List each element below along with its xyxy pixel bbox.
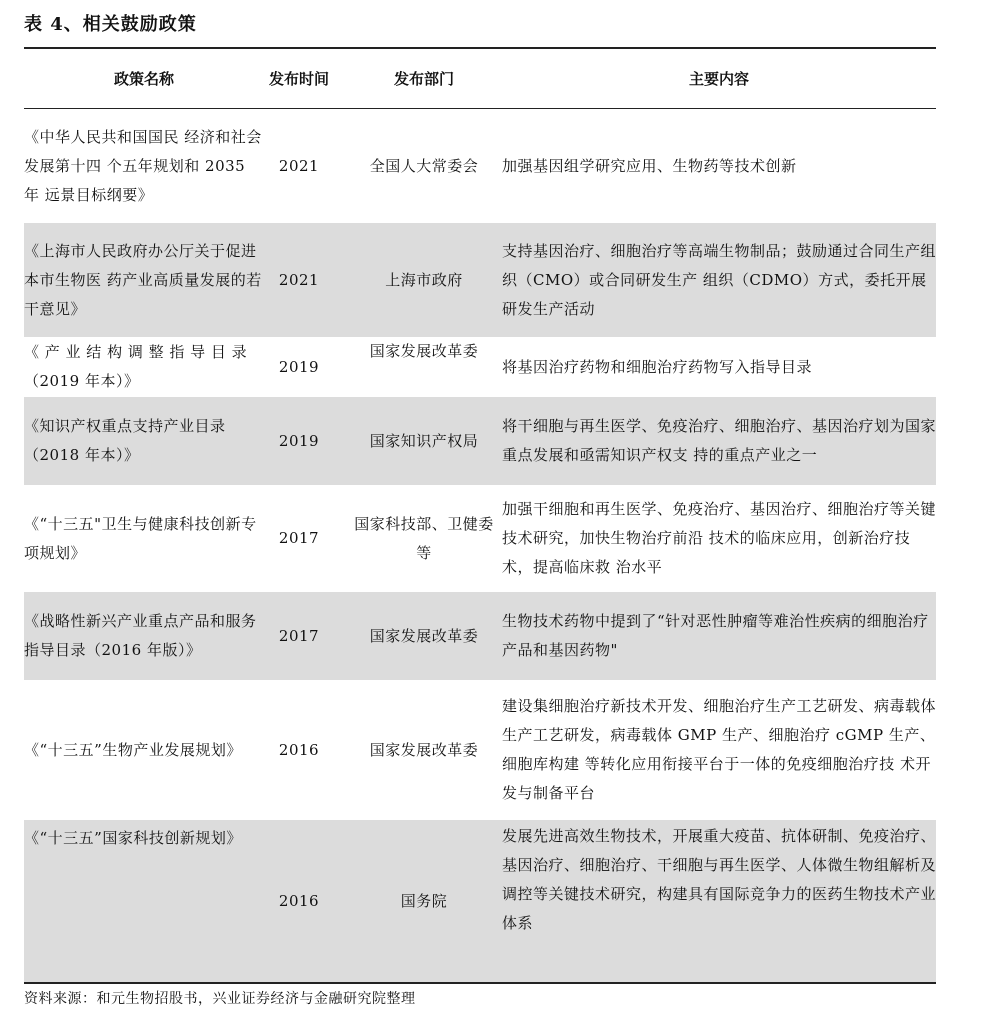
- content-cell: 发展先进高效生物技术，开展重大疫苗、抗体研制、免疫治疗、基因治疗、细胞治疗、干细胞与再生医学、人体微生物组解析及调控等关键技术研究，构建具有国际竞争力的医药生物技术产业体系: [502, 827, 937, 932]
- table-row: [24, 592, 936, 680]
- table-row: [24, 337, 936, 397]
- publish-year-cell: 2017: [278, 529, 320, 547]
- table-row: [24, 820, 936, 982]
- bottom-rule: [24, 982, 936, 984]
- publish-dept-cell: 国家发展改革委: [369, 740, 479, 759]
- publish-year-cell: 2017: [278, 626, 320, 645]
- header-publish-dept: 发布部门: [393, 69, 454, 88]
- header-main-content: 主要内容: [688, 69, 749, 88]
- publish-dept-cell: 国务院: [400, 891, 448, 910]
- content-cell: 加强基因组学研究应用、生物药等技术创新: [502, 156, 797, 175]
- publish-dept-cell: 上海市政府: [385, 270, 463, 289]
- policy-name-cell: 《知识产权重点支持产业目录（2018 年本）》: [24, 417, 226, 464]
- table-header: [24, 49, 936, 107]
- content-cell: 将基因治疗药物和细胞治疗药物写入指导目录: [502, 357, 813, 376]
- table-title: 表 4、相关鼓励政策: [24, 14, 197, 35]
- table-row: [24, 397, 936, 485]
- policy-name-cell: 《“十三五"卫生与健康科技创新专项规划》: [24, 514, 257, 562]
- policy-name-cell: 《中华人民共和国国民 经济和社会发展第十四 个五年规划和 2035 年 远景目标纲要》: [24, 127, 262, 204]
- publish-year-cell: 2016: [278, 891, 320, 910]
- header-policy-name: 政策名称: [113, 69, 174, 88]
- content-cell: 建设集细胞治疗新技术开发、细胞治疗生产工艺研发、病毒载体生产工艺研发，病毒载体 GMP 生产、细胞治疗 cGMP 生产、细胞库构建 等转化应用衔接平台于一体的免疫细胞治疗技 术开发与制备平台: [502, 697, 937, 802]
- publish-dept-cell: 国家发展改革委: [369, 626, 479, 645]
- policy-name-cell: 《 产 业 结 构 调 整 指 导 目 录（2019 年本）》: [24, 343, 248, 390]
- table-row: [24, 109, 936, 223]
- table-row: [24, 485, 936, 592]
- publish-dept-cell: 全国人大常委会: [369, 156, 479, 175]
- table-row: [24, 223, 936, 337]
- content-cell: 将干细胞与再生医学、免疫治疗、细胞治疗、基因治疗划为国家重点发展和亟需知识产权支 持的重点产业之一: [502, 417, 937, 464]
- policy-name-cell: 《“十三五”生物产业发展规划》: [24, 740, 242, 759]
- source-note: 资料来源：和元生物招股书，兴业证券经济与金融研究院整理: [24, 991, 416, 1007]
- content-cell: 生物技术药物中提到了“针对恶性肿瘤等难治性疾病的细胞治疗产品和基因药物": [502, 612, 929, 659]
- publish-dept-cell: 国家科技部、卫健委等: [354, 514, 494, 562]
- publish-year-cell: 2021: [278, 270, 320, 289]
- table-row: [24, 680, 936, 820]
- policy-name-cell: 《上海市人民政府办公厅关于促进本市生物医 药产业高质量发展的若 干意见》: [24, 241, 262, 318]
- publish-dept-cell: 国家知识产权局: [369, 431, 479, 450]
- policy-name-cell: 《“十三五”国家科技创新规划》: [24, 829, 242, 847]
- policy-name-cell: 《战略性新兴产业重点产品和服务指导目录（2016 年版）》: [24, 612, 257, 659]
- publish-year-cell: 2019: [278, 357, 320, 376]
- content-cell: 支持基因治疗、细胞治疗等高端生物制品；鼓励通过合同生产组织（CMO）或合同研发生产 组织（CDMO）方式，委托开展研发生产活动: [502, 241, 937, 318]
- header-publish-time: 发布时间: [268, 69, 329, 88]
- publish-year-cell: 2019: [278, 431, 320, 450]
- publish-year-cell: 2016: [278, 740, 320, 759]
- content-cell: 加强干细胞和再生医学、免疫治疗、基因治疗、细胞治疗等关键技术研究，加快生物治疗前沿 技术的临床应用，创新治疗技术，提高临床救 治水平: [502, 500, 937, 576]
- publish-year-cell: 2021: [278, 156, 320, 175]
- publish-dept-cell: 国家发展改革委: [369, 342, 479, 360]
